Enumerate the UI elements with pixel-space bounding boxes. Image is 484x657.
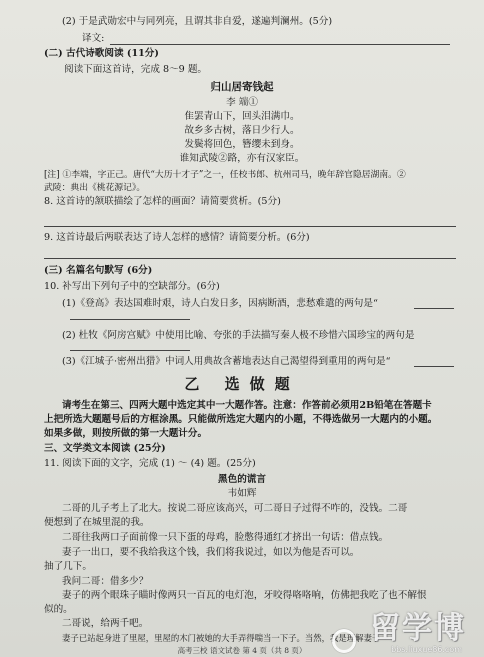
section-literature-heading: 三、文学类文本阅读 (25分)	[44, 443, 166, 454]
answer-blank	[414, 366, 454, 367]
answer-blank	[414, 308, 454, 309]
story-paragraph: 便想到了在城里混的我。	[44, 517, 150, 528]
watermark-ring	[332, 629, 356, 653]
poem-note-1: [注] ①李端，字正己。唐代“大历十才子”之一，任校书郎、杭州司马，晚年辞官隐居湖南。②	[44, 170, 406, 180]
question-9: 9. 这首诗最后两联表达了诗人怎样的感情？请简要分析。(6分)	[44, 232, 310, 243]
watermark-url: bbs.liuxue86.com	[391, 645, 462, 654]
story-paragraph: 抽了几下。	[44, 561, 92, 572]
answer-line	[44, 226, 456, 227]
answer-blank	[70, 319, 190, 320]
poem-author: 李 端①	[226, 97, 258, 108]
part-b-instruction-1: 请考生在第三、四两大题中选定其中一大题作答。注意：作答前必须用2B铅笔在答题卡	[62, 400, 432, 411]
part-b-instruction-3: 如果多做，则按所做的第一大题计分。	[44, 428, 208, 439]
answer-blank	[70, 350, 190, 351]
poem-line-1: 隹罢青山下，回头泪满巾。	[184, 111, 300, 122]
story-paragraph: 似的。	[44, 604, 73, 615]
poem-instruction: 阅读下面这首诗，完成 8～9 题。	[64, 64, 208, 75]
story-title: 黑色的谎言	[218, 474, 266, 485]
question-10: 10. 补写出下列句子中的空缺部分。(6分)	[44, 281, 220, 292]
question-10-1: (1)《登高》表达国难时艰，诗人白发日多，因病断酒，悲愁难遣的两句是“	[62, 298, 378, 309]
story-paragraph: 妻子的两个眼珠子瞄时像两只一百瓦的电灯泡，牙咬得咯咯响，仿佛把我吃了也不解恨	[62, 590, 427, 601]
question-8: 8. 这首诗的颔联描绘了怎样的画面？请简要赏析。(5分)	[44, 196, 281, 207]
section-3-heading: (三) 名篇名句默写 (6分)	[44, 265, 153, 276]
question-10-3: (3)《江城子·密州出猎》中词人用典故含蓄地表达自己渴望得到重用的两句是“	[62, 356, 391, 367]
poem-line-2: 故乡多古树，落日少行人。	[184, 125, 300, 136]
poem-line-3: 发鬓将回色，簪缨未到身。	[184, 139, 300, 150]
story-paragraph: 妻子一出口，要不我给我这个钱，我们将我说过，如以为他是否可以。	[62, 547, 360, 558]
question-7-2: (2) 于是武勋宏中与同列亮，且谓其非自爱，遂遍判澜州。(5分)	[62, 16, 333, 27]
question-11: 11. 阅读下面的文字，完成 (1) ～ (4) 题。(25分)	[44, 458, 256, 469]
poem-line-4: 谁知武陵②路，亦有汉家臣。	[179, 153, 305, 164]
part-b-instruction-2: 上把所选大题题号后的方框涂黑。只能做所选定大题内的小题，不得选做另一大题内的小题。	[44, 414, 438, 425]
answer-line	[110, 44, 450, 45]
story-paragraph: 二哥的儿子考上了北大。按说二哥应该高兴，可二哥日子过得不咋的，没钱。二哥	[62, 503, 408, 514]
poem-note-2: 武陵：典出《桃花源记》。	[44, 183, 146, 193]
question-10-2: (2) 杜牧《阿房宫赋》中使用比喻、夸张的手法描写秦人极不珍惜六国珍宝的两句是	[62, 330, 415, 341]
story-author: 韦如辉	[227, 488, 257, 499]
translate-label: 译文:	[82, 33, 105, 44]
story-paragraph: 我问二哥：借多少？	[62, 576, 149, 587]
section-2-heading: (二) 古代诗歌阅读 (11分)	[44, 48, 159, 59]
page-footer: 高考三校 语文试卷 第 4 页（共 8 页）	[177, 646, 307, 655]
poem-title: 归山居寄钱起	[210, 81, 274, 93]
story-paragraph: 二哥往我两口子面前像一只下蛋的母鸡，脸憋得通红才挤出一句话：借点钱。	[62, 532, 389, 543]
answer-line	[44, 258, 456, 259]
watermark-logo: 留学博	[370, 611, 466, 646]
story-paragraph: 妻子已站起身进了里屋，里屋的木门被她的大手弄得喘当一下子。当然，我是理解妻子	[62, 633, 381, 643]
story-paragraph: 二哥说，给两千吧。	[62, 618, 149, 629]
part-b-title: 乙 选做题	[184, 375, 300, 393]
